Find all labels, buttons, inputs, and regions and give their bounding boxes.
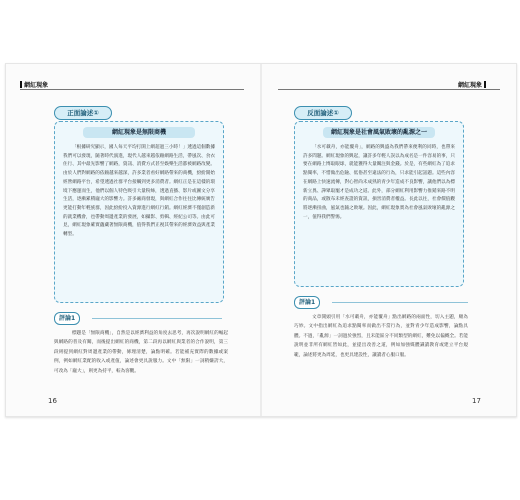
box-heading: 網紅現象是無限商機 <box>83 127 195 138</box>
page-number: 16 <box>48 397 57 405</box>
box-tag: 正面論述① <box>54 106 112 120</box>
evaluation-rule <box>332 302 468 303</box>
running-head <box>20 80 48 89</box>
box-body: 「根據研究顯示，國人每天平均打開上網超過三小時！」透過這個數據我們可以發現，隨著時代演進，現代人越來越依賴網路生活，帶風次、食衣住行、其中最先影響了網路，資訊、消費方式甚至娛樂生活都被網路改變。由於人們對網路的依賴越來越深，許多業者看好網路帶來的商機，紛紛開始經營網路平台，希望透過社群平台接觸到更多消費者。網紅正是在這樣的環境下應運而生，他們以個人特色吸引大量粉絲，透過直播、影片或圖文分享生活，逐漸累積龐大的影響力。許多廠商發現，與網紅合作往往比傳統廣告更能打動年輕族群，因此紛紛投入資源進行網紅行銷。網紅經濟不僅創造新的就業機會，也帶動周邊產業的發展，如攝影、剪輯、經紀公司等。由此可見，網紅現象確實蘊藏著無限商機，值得我們正視其帶來的經濟效益與產業轉型。 <box>63 145 215 238</box>
evaluation-body: 標題是「無限商機」，自然是以經濟利益的角度去思考，再次說明網紅的崛起與網路的普及有關，而後提出網紅的商機，第二段再以網紅與業者的合作說明，第三段則提到網紅對周邊產業的帶動，條理清楚，論點明確。若能補充實際的數據或案例，例如網紅業配的收入或產值，論述會更具說服力。文中「無限」一詞稍嫌誇大，可改為「龐大」，則更為持平，較為客觀。 <box>54 331 228 374</box>
argument-box <box>294 121 464 287</box>
running-head-text: 網紅現象 <box>24 82 49 89</box>
evaluation-rule <box>92 318 222 319</box>
running-head-bar-icon <box>484 81 486 88</box>
header-rule <box>278 89 500 90</box>
box-tag: 反面論述① <box>294 106 352 120</box>
header-rule <box>20 89 244 90</box>
evaluation-label: 評論1 <box>54 312 80 325</box>
argument-box <box>54 121 224 303</box>
book-spread <box>5 63 517 417</box>
left-page <box>6 64 260 416</box>
running-head-text: 網紅現象 <box>458 82 483 89</box>
box-heading: 網紅現象是社會風氣敗壞的亂源之一 <box>323 127 435 138</box>
evaluation-body: 文章開頭引用「水可載舟，亦能覆舟」點出網路的兩面性，切入主題，頗為巧妙。文中指出網紅為追求點閱率而做出不當行為，並對青少年造成影響，論點具體。不過，「亂源」一詞過於強烈，且未能區分不同類型的網紅，難免以偏概全。若能說明並非所有網紅皆如此，並提出改善之道，例如加強媒體識讀教育或建立平台規範，論述將更為周延，也更具建設性，讓讀者心服口服。 <box>294 315 468 358</box>
right-page <box>262 64 516 416</box>
box-body: 「水可載舟，亦能覆舟」，網路的興盛為我們帶來便利的同時，也帶來許多問題。網紅現象的興起，讓許多年輕人誤以為成名是一件容易的事，只要在網路上博取眼球，就能獲得大量關注與金錢。於是，有些網紅為了追求點閱率，不惜做出危險、低俗甚至違法的行為，只求能引起話題。這些內容在網路上快速流傳，對心智尚未成熟的青少年造成不良影響，讓他們以為標新立異、譁眾取寵才是成功之道。此外，部分網紅利用影響力推銷來路不明的商品，或散布未經查證的資訊，損害消費者權益。長此以往，社會價值觀將逐漸扭曲，風氣也隨之敗壞。因此，網紅現象實為社會風氣敗壞的亂源之一，值得我們警惕。 <box>303 145 455 220</box>
page-number: 17 <box>472 397 481 405</box>
running-head <box>458 80 486 89</box>
running-head-bar-icon <box>20 81 22 88</box>
evaluation-label: 評論1 <box>294 296 320 309</box>
